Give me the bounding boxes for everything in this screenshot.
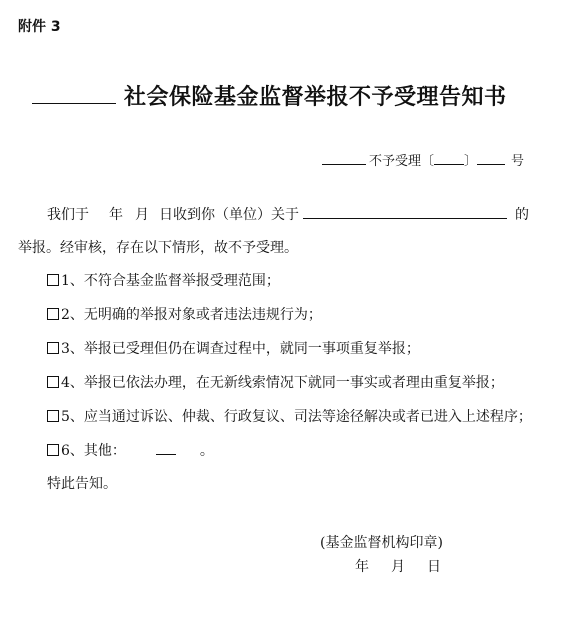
checkbox-4[interactable] xyxy=(47,376,59,388)
checklist-item-6 xyxy=(47,440,214,460)
checklist-item-text: 5、应当通过诉讼、仲裁、行政复议、司法等途径解决或者已进入上述程序； xyxy=(61,409,532,425)
checklist-item-1 xyxy=(47,270,280,290)
sign-date-day: 日 xyxy=(427,559,441,575)
checklist-item-text: 2、无明确的举报对象或者违法违规行为； xyxy=(61,307,322,323)
checklist-item-4 xyxy=(47,372,504,392)
body-text-received: 我们于 xyxy=(47,207,89,223)
doc-serial-blank[interactable] xyxy=(477,164,505,165)
seal-label: (基金监督机构印章) xyxy=(320,535,443,551)
title-blank[interactable] xyxy=(32,103,116,104)
title-text: 社会保险基金监督举报不予受理告知书 xyxy=(124,84,507,110)
page-title xyxy=(32,80,507,111)
subject-blank[interactable] xyxy=(303,218,507,219)
checkbox-2[interactable] xyxy=(47,308,59,320)
body-text-of: 的 xyxy=(515,207,529,223)
sign-date xyxy=(355,556,441,576)
checkbox-6[interactable] xyxy=(47,444,59,456)
checkbox-3[interactable] xyxy=(47,342,59,354)
doc-prefix-blank[interactable] xyxy=(322,164,366,165)
body-text-unit: 日收到你（单位）关于 xyxy=(159,207,299,223)
doc-number-suffix: 号 xyxy=(511,154,525,169)
doc-year-blank[interactable] xyxy=(434,164,464,165)
other-reason-end: 。 xyxy=(199,443,214,459)
checkbox-1[interactable] xyxy=(47,274,59,286)
doc-number-label: 不予受理〔 xyxy=(369,154,435,169)
doc-bracket-close: 〕 xyxy=(464,154,478,169)
checklist-item-5 xyxy=(47,406,532,426)
closing-text: 特此告知。 xyxy=(47,476,117,492)
sign-date-year: 年 xyxy=(355,559,369,575)
attachment-label: 附件 3 xyxy=(18,19,61,35)
checklist-item-text: 4、举报已依法办理，在无新线索情况下就同一事实或者理由重复举报； xyxy=(61,375,504,391)
sign-date-month: 月 xyxy=(391,559,405,575)
checklist-item-text: 3、举报已受理但仍在调查过程中，就同一事项重复举报； xyxy=(61,341,420,357)
checklist-item-2 xyxy=(47,304,322,324)
body-paragraph-2: 举报。经审核，存在以下情形，故不予受理。 xyxy=(18,240,298,256)
document-number xyxy=(322,150,524,169)
other-reason-blank[interactable] xyxy=(156,454,176,455)
body-month-label: 月 xyxy=(135,207,149,223)
checklist-item-3 xyxy=(47,338,420,358)
body-year-label: 年 xyxy=(109,207,123,223)
body-paragraph-1 xyxy=(47,204,529,224)
checkbox-5[interactable] xyxy=(47,410,59,422)
checklist-item-text: 6、其他： xyxy=(61,443,126,459)
checklist-item-text: 1、不符合基金监督举报受理范围； xyxy=(61,273,280,289)
